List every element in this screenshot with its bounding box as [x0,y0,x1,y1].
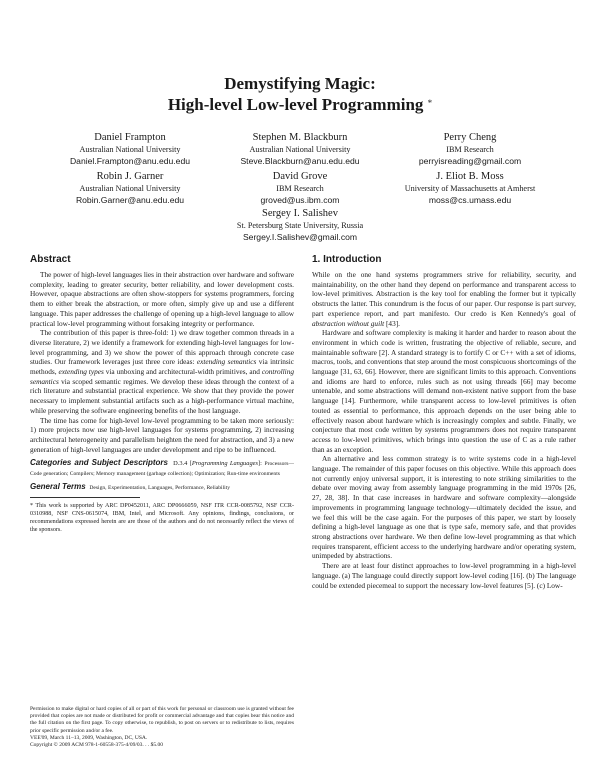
footnote-divider [30,497,140,498]
funding-footnote: * This work is supported by ARC DP0452011, ARC DP0666059, NSF ITR CCR-0085792, NSF CCR-0310988, NSF CNS-0615074, IBM, Intel, and Microsoft. Any opinions, findings, conclusions, or recommendations expressed herein are are those of the authors and do not necessarily reflect the views of the sponsors. [30,503,294,534]
paper-title-line-2 [0,95,600,115]
introduction-heading: 1. Introduction [312,254,382,265]
abstract-paragraph: The time has come for high-level low-level programming to be taken more seriously: 1) more projects now use high-level languages for systems programming, 2) increasing architectural heterogeneity and parallelism heighten the need for abstraction, and 3) a new generation of high-level languages are under development and ripe to be influenced. [30,415,294,454]
introduction-paragraph: An alternative and less common strategy is to write systems code in a high-level language. The remainder of this paper focuses on this objective. While this approach does not currently enjoy universal support, it is interesting to note striking similarities to the debate over moving away from assembly language programming in the mid 1970s [26, 27, 28, 38]. In that case increases in hardware and software complexity—alongside improvements in programming language technology—ultimately decided the issue, and we feel this will be the case again. For the purposes of this paper, we start by loosely defining a high-level language as one that is type safe, memory safe, and that provides strong abstractions over hardware. We then define low-level programming as that which requires transparent, efficient access to the underlying hardware and/or operating system, unimpeded by abstractions. [312,454,576,561]
categories-block: Categories and Subject Descriptors D.3.4 [Programming Languages]: Processors—Code generation; Compilers; Memory management (garbage collection); Optimization; Run-time environments [30,458,295,477]
author-email: moss@cs.umass.edu [428,194,512,205]
author-affiliation: University of Massachusetts at Amherst [404,184,536,193]
author-affiliation: IBM Research [446,145,494,154]
copyright-line: Copyright © 2009 ACM 978-1-60558-375-4/09/03. . . $5.00 [30,742,163,749]
author-name: Stephen M. Blackburn [252,132,348,143]
author-affiliation: Australian National University [79,145,181,154]
permission-text: Permission to make digital or hard copies of all or part of this work for personal or classroom use is granted without fee provided that copies are not made or distributed for profit or commercial advantage and that copies bear this notice and the full citation on the first page. To copy otherwise, to republish, to post on servers or to redistribute to lists, requires prior specific permission and/or a fee. [30,706,294,734]
paper-title-text: High-level Low-level Programming [167,95,424,114]
left-column [30,254,294,534]
author-affiliation: Australian National University [79,184,181,193]
general-terms-block [30,482,294,493]
paper-title-line-1: Demystifying Magic: [224,74,376,93]
permission-notice [30,706,294,749]
author-name: David Grove [272,171,328,182]
author-email: Robin.Garner@anu.edu.edu [75,194,185,205]
abstract-heading: Abstract [30,254,71,265]
introduction-paragraph: There are at least four distinct approaches to low-level programming in a high-level language. (a) The language could directly support low-level coding [16]. (b) The language could be extended piecemeal to support the necessary low-level features [5]. (c) Low- [312,561,576,590]
categories-heading: Categories and Subject Descriptors [30,458,168,468]
author-name: Robin J. Garner [96,171,164,182]
author-block [370,170,570,205]
general-terms-text: Design, Experimentation, Languages, Performance, Reliability [89,484,231,491]
author-block [200,207,400,242]
author-email: groved@us.ibm.com [260,194,340,205]
introduction-paragraph: Hardware and software complexity is making it harder and harder to reason about the environment in which code is written, frustrating the objective of reliable, secure, and maintainable software [2]. A standard strategy is to fortify C or C++ with a set of idioms, macros, tools, and conventions that step around the most conspicuous shortcomings of the language [31, 63, 66]. However, there are significant limits to this approach. Conventions and idioms are hard to enforce, rules such as not using threads [66] may become untenable, and some abstractions will demand non-existent native support from the base language [14]. Furthermore, while transparent access to low-level primitives is often touted as essential to performance, this approach depends on the user being able to effectively reason about hardware which is increasingly complex and subtle. Finally, we conjecture that most code written by systems programmers does not require transparent access to low-level primitives, which brings into question the use of C as a rule rather than as an exception. [312,328,576,454]
author-block [370,131,570,166]
general-terms-heading: General Terms [30,481,86,491]
title-footnote-marker: * [427,98,433,108]
author-name: Sergey I. Salishev [262,208,338,219]
abstract-paragraph: The contribution of this paper is three-fold: 1) we draw together common threads in a diverse literature, 2) we identify a framework for extending high-level languages for low-level programming, and 3) we show the power of this approach through concrete case studies. Our framework leverages just three core ideas: extending semantics via intrinsic methods, extending types via unboxing and architectural-width primitives, and controlling semantics via scoped semantic regimes. We develop these ideas through the context of a rich literature and substantial practical experience. We show that they provide the power necessary to implement substantial artifacts such as a high-performance virtual machine, while preserving the software engineering benefits of the host language. [30,328,295,415]
author-email: Sergey.I.Salishev@gmail.com [242,231,358,242]
author-affiliation: St. Petersburg State University, Russia [236,221,364,230]
author-name: Perry Cheng [443,132,497,143]
categories-text: Processors—Code generation; Compilers; Memory management (garbage collection); Optimization; Run-time environments [30,461,295,477]
author-name: J. Eliot B. Moss [436,171,504,182]
venue-line: VEE'09, March 11–13, 2009, Washington, DC, USA. [30,734,148,741]
author-affiliation: IBM Research [276,184,324,193]
right-column [312,254,576,590]
abstract-paragraph: The power of high-level languages lies in their abstraction over hardware and software complexity, leading to greater security, better reliability, and lower development costs. However, opaque abstractions are often show-stoppers for systems programmers, forcing them to either break the abstraction, or more often, simply give up and use a different language. This paper addresses the challenge of opening up a high-level language to allow practical low-level programming without forsaking integrity or performance. [30,270,294,328]
author-name: Daniel Frampton [94,132,166,143]
author-affiliation: Australian National University [249,145,351,154]
introduction-paragraph: While on the one hand systems programmers strive for reliability, security, and maintainability, on the other hand they depend on performance and transparent access to low-level primitives. Abstraction is the key tool for enabling the former but it typically obstructs the latter. This conundrum is the focus of our paper. Our response is part survey, part experience report, and part manifesto. Our credo is Ken Kennedy's goal of abstraction without guilt [43]. [312,270,576,328]
author-email: Steve.Blackburn@anu.edu.edu [240,155,360,166]
author-email: perryisreading@gmail.com [418,155,522,166]
author-email: Daniel.Frampton@anu.edu.edu [69,155,191,166]
